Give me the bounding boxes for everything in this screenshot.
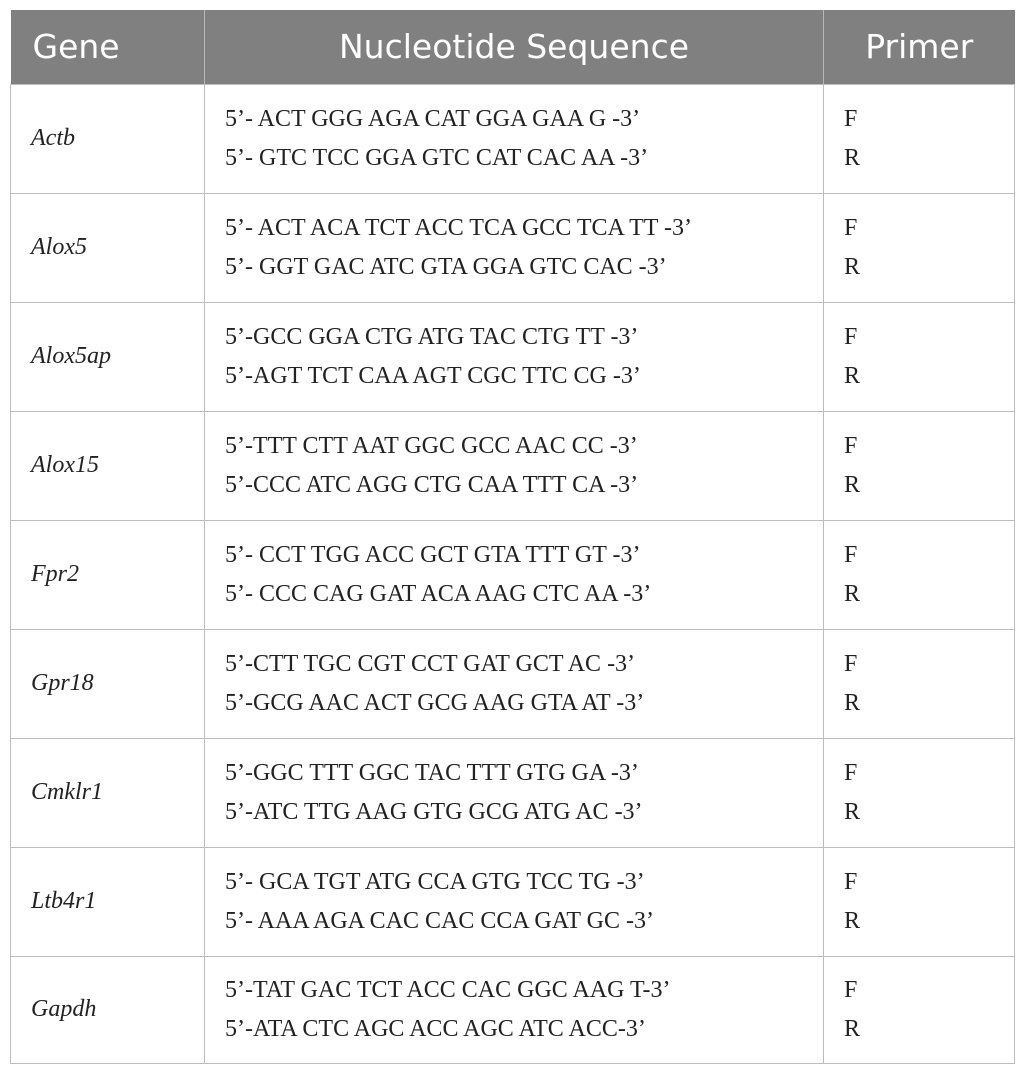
table-row [11,738,1015,847]
gene-name: Ltb4r1 [11,847,205,956]
table-row [11,629,1015,738]
primer-reverse-label: R [844,144,861,171]
primer-direction-cell [824,520,1015,629]
forward-sequence: 5’- ACT ACA TCT ACC TCA GCC TCA TT -3’ [225,214,693,241]
nucleotide-sequence-cell [205,302,824,411]
primer-reverse-label: R [844,689,861,716]
reverse-sequence: 5’-CCC ATC AGG CTG CAA TTT CA -3’ [225,471,639,498]
primer-forward-label: F [844,214,858,241]
forward-sequence: 5’- CCT TGG ACC GCT GTA TTT GT -3’ [225,541,641,568]
primer-forward-label: F [844,759,858,786]
forward-sequence: 5’-GCC GGA CTG ATG TAC CTG TT -3’ [225,323,639,350]
primer-forward-label: F [844,868,858,895]
primer-direction-cell [824,193,1015,302]
primer-forward-label: F [844,323,858,350]
nucleotide-sequence-cell [205,956,824,1063]
reverse-sequence: 5’-ATA CTC AGC ACC AGC ATC ACC-3’ [225,1015,646,1042]
forward-sequence: 5’- ACT GGG AGA CAT GGA GAA G -3’ [225,105,641,132]
gene-name: Cmklr1 [11,738,205,847]
header-gene: Gene [11,10,205,84]
primer-forward-label: F [844,650,858,677]
header-row [11,10,1015,84]
table-row [11,520,1015,629]
gene-name: Alox15 [11,411,205,520]
primer-reverse-label: R [844,580,861,607]
primer-forward-label: F [844,105,858,132]
primer-direction-cell [824,629,1015,738]
table-row [11,411,1015,520]
header-primer: Primer [824,10,1015,84]
primer-table [10,10,1015,1064]
primer-direction-cell [824,411,1015,520]
reverse-sequence: 5’-GCG AAC ACT GCG AAG GTA AT -3’ [225,689,645,716]
primer-reverse-label: R [844,798,861,825]
table-row [11,847,1015,956]
header-sequence: Nucleotide Sequence [205,10,824,84]
nucleotide-sequence-cell [205,629,824,738]
table-row [11,956,1015,1063]
table-row [11,302,1015,411]
reverse-sequence: 5’- GGT GAC ATC GTA GGA GTC CAC -3’ [225,253,667,280]
reverse-sequence: 5’- AAA AGA CAC CAC CCA GAT GC -3’ [225,907,654,934]
gene-name: Fpr2 [11,520,205,629]
table-row [11,193,1015,302]
primer-reverse-label: R [844,362,861,389]
primer-direction-cell [824,302,1015,411]
primer-forward-label: F [844,976,858,1003]
nucleotide-sequence-cell [205,520,824,629]
primer-forward-label: F [844,541,858,568]
reverse-sequence: 5’- CCC CAG GAT ACA AAG CTC AA -3’ [225,580,652,607]
gene-name: Gapdh [11,956,205,1063]
reverse-sequence: 5’-ATC TTG AAG GTG GCG ATG AC -3’ [225,798,643,825]
primer-direction-cell [824,84,1015,193]
primer-reverse-label: R [844,907,861,934]
forward-sequence: 5’-CTT TGC CGT CCT GAT GCT AC -3’ [225,650,636,677]
reverse-sequence: 5’- GTC TCC GGA GTC CAT CAC AA -3’ [225,144,649,171]
nucleotide-sequence-cell [205,84,824,193]
forward-sequence: 5’-TTT CTT AAT GGC GCC AAC CC -3’ [225,432,638,459]
forward-sequence: 5’- GCA TGT ATG CCA GTG TCC TG -3’ [225,868,645,895]
nucleotide-sequence-cell [205,411,824,520]
primer-reverse-label: R [844,253,861,280]
forward-sequence: 5’-TAT GAC TCT ACC CAC GGC AAG T-3’ [225,976,671,1003]
table-header [11,10,1015,84]
forward-sequence: 5’-GGC TTT GGC TAC TTT GTG GA -3’ [225,759,639,786]
nucleotide-sequence-cell [205,193,824,302]
table-row [11,84,1015,193]
gene-name: Actb [11,84,205,193]
primer-forward-label: F [844,432,858,459]
gene-name: Alox5 [11,193,205,302]
gene-name: Gpr18 [11,629,205,738]
nucleotide-sequence-cell [205,738,824,847]
reverse-sequence: 5’-AGT TCT CAA AGT CGC TTC CG -3’ [225,362,641,389]
primer-direction-cell [824,738,1015,847]
table-body [11,84,1015,1063]
primer-direction-cell [824,847,1015,956]
gene-name: Alox5ap [11,302,205,411]
primer-reverse-label: R [844,1015,861,1042]
primer-reverse-label: R [844,471,861,498]
primer-direction-cell [824,956,1015,1063]
nucleotide-sequence-cell [205,847,824,956]
